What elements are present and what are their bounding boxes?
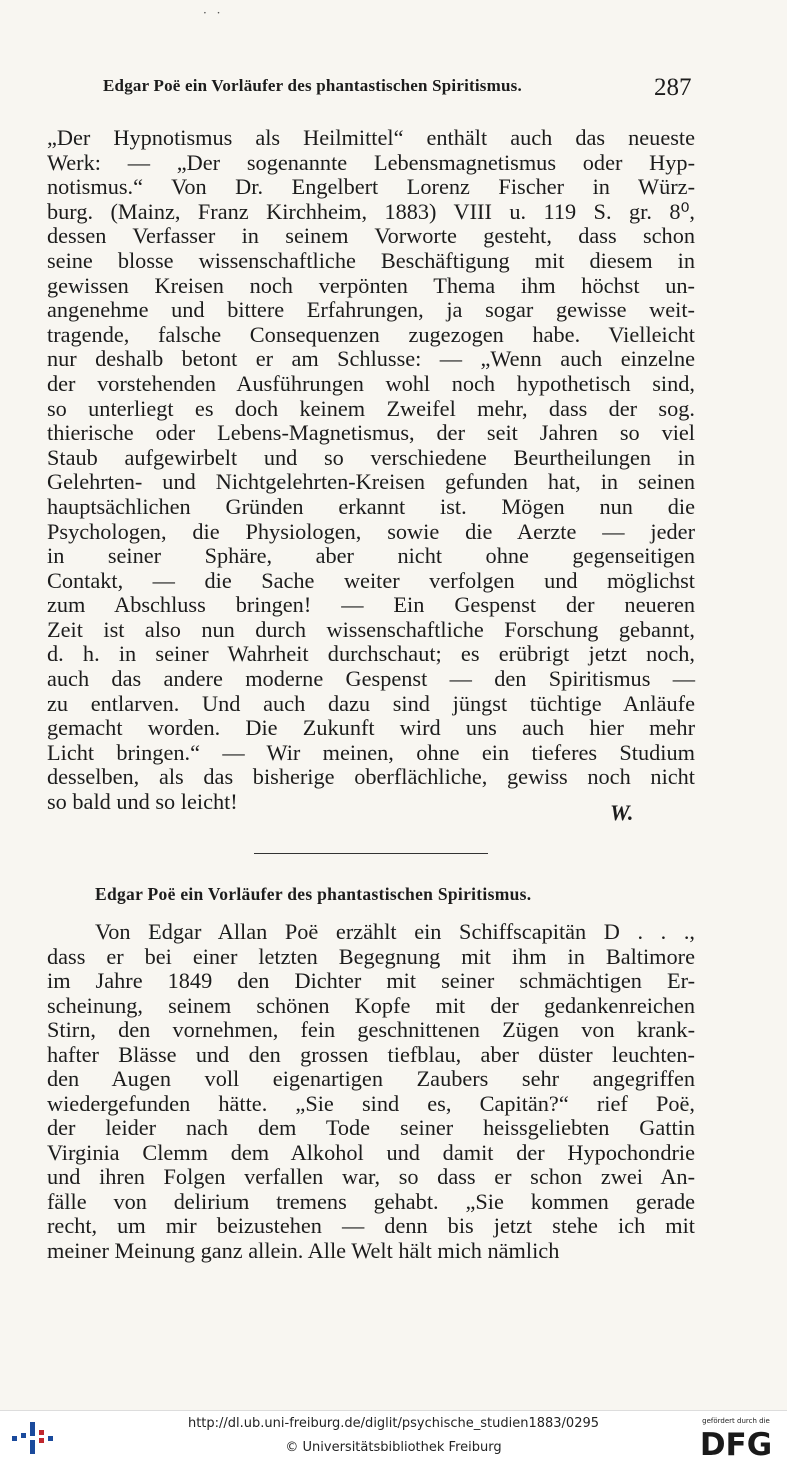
text-line: dass er bei einer letzten Begegnung mit ihm in Baltimore [47, 943, 695, 969]
top-mark: · · [203, 6, 224, 20]
text-line: Werk: — „Der sogenannte Lebensmagnetismus oder Hyp- [47, 149, 695, 175]
permalink-url[interactable]: http://dl.ub.uni-freiburg.de/diglit/psychische_studien1883/0295 [187, 1416, 600, 1431]
text-line: recht, um mir beizustehen — denn bis jetzt stehe ich mit [47, 1213, 695, 1238]
text-line: wiedergefunden hätte. „Sie sind es, Capitän?“ rief Poë, [47, 1090, 695, 1116]
text-line: so bald und so leicht! [47, 789, 238, 815]
author-signature: W. [610, 800, 634, 825]
text-line: tragende, falsche Consequenzen zugezogen habe. Vielleicht [47, 321, 695, 347]
page-number: 287 [654, 74, 692, 101]
text-line: dessen Verfasser in seinem Vorworte gesteht, dass schon [47, 223, 695, 249]
text-line: und ihren Folgen verfallen war, so dass er schon zwei An- [47, 1164, 695, 1189]
text-line: Von Edgar Allan Poë erzählt ein Schiffscapitän D . . ., [95, 919, 695, 944]
text-line: in seiner Sphäre, aber nicht ohne gegenseitigen [47, 543, 695, 569]
article-poe-text [47, 920, 695, 1263]
text-line: d. h. in seiner Wahrheit durchschaut; es erübrigt jetzt noch, [47, 641, 695, 667]
text-line: hauptsächlichen Gründen erkannt ist. Mögen nun die [47, 493, 695, 519]
text-line: Contakt, — die Sache weiter verfolgen und möglichst [47, 567, 695, 593]
dfg-lettering: DFG [699, 1427, 773, 1461]
text-line: im Jahre 1849 den Dichter mit seiner schmächtigen Er- [47, 968, 695, 993]
text-line: meiner Meinung ganz allein. Alle Welt hält mich nämlich [47, 1237, 560, 1263]
text-line: den Augen voll eigenartigen Zaubers sehr angegriffen [47, 1066, 695, 1091]
text-line: so unterliegt es doch keinem Zweifel mehr, dass der sog. [47, 395, 695, 421]
running-title: Edgar Poë ein Vorläufer des phantastischen Spiritismus. [103, 76, 522, 95]
text-line: der leider nach dem Tode seiner heissgeliebten Gattin [47, 1115, 695, 1140]
text-line: Stirn, den vornehmen, fein geschnittenen Zügen von krank- [47, 1017, 695, 1042]
text-line: Psychologen, die Physiologen, sowie die Aerzte — jeder [47, 518, 695, 544]
text-line: burg. (Mainz, Franz Kirchheim, 1883) VIII u. 119 S. gr. 8⁰, [47, 198, 695, 224]
text-line: gewissen Kreisen noch verpönten Thema ihm höchst un- [47, 272, 695, 298]
text-line: auch das andere moderne Gespenst — den Spiritismus — [47, 666, 695, 692]
text-line: zum Abschluss bringen! — Ein Gespenst der neueren [47, 592, 695, 618]
text-line: Licht bringen.“ — Wir meinen, ohne ein tieferes Studium [47, 739, 695, 765]
text-line: seine blosse wissenschaftliche Beschäftigung mit diesem in [47, 247, 695, 273]
dfg-caption: gefördert durch die [702, 1417, 770, 1425]
text-line: der vorstehenden Ausführungen wohl noch hypothetisch sind, [47, 370, 695, 396]
text-line: notismus.“ Von Dr. Engelbert Lorenz Fischer in Würz- [47, 174, 695, 200]
article-review-text [47, 126, 695, 815]
text-line: Zeit ist also nun durch wissenschaftliche Forschung gebannt, [47, 616, 695, 642]
text-line: Staub aufgewirbelt und so verschiedene Beurtheilungen in [47, 444, 695, 470]
text-line: hafter Blässe und den grossen tiefblau, aber düster leuchten- [47, 1041, 695, 1067]
text-line: „Der Hypnotismus als Heilmittel“ enthält auch das neueste [47, 125, 695, 150]
text-line: Gelehrten- und Nichtgelehrten-Kreisen gefunden hat, in seinen [47, 469, 695, 495]
section-heading: Edgar Poë ein Vorläufer des phantastischen Spiritismus. [95, 884, 532, 904]
text-line: zu entlarven. Und auch dazu sind jüngst tüchtige Anläufe [47, 690, 695, 716]
text-line: gemacht worden. Die Zukunft wird uns auch hier mehr [47, 715, 695, 741]
text-line: desselben, als das bisherige oberflächliche, gewiss noch nicht [47, 764, 695, 790]
copyright-notice: © Universitätsbibliothek Freiburg [285, 1440, 502, 1455]
section-divider [254, 853, 488, 854]
text-line: scheinung, seinem schönen Kopfe mit der gedankenreichen [47, 992, 695, 1018]
text-line: fälle von delirium tremens gehabt. „Sie kommen gerade [47, 1188, 695, 1214]
text-line: nur deshalb betont er am Schlusse: — „Wenn auch einzelne [47, 346, 695, 372]
text-line: thierische oder Lebens-Magnetismus, der seit Jahren so viel [47, 420, 695, 446]
text-line: angenehme und bittere Erfahrungen, ja sogar gewisse weit- [47, 297, 695, 323]
text-line: Virginia Clemm dem Alkohol und damit der Hypochondrie [47, 1139, 695, 1165]
dfg-logo-icon [690, 1415, 782, 1461]
